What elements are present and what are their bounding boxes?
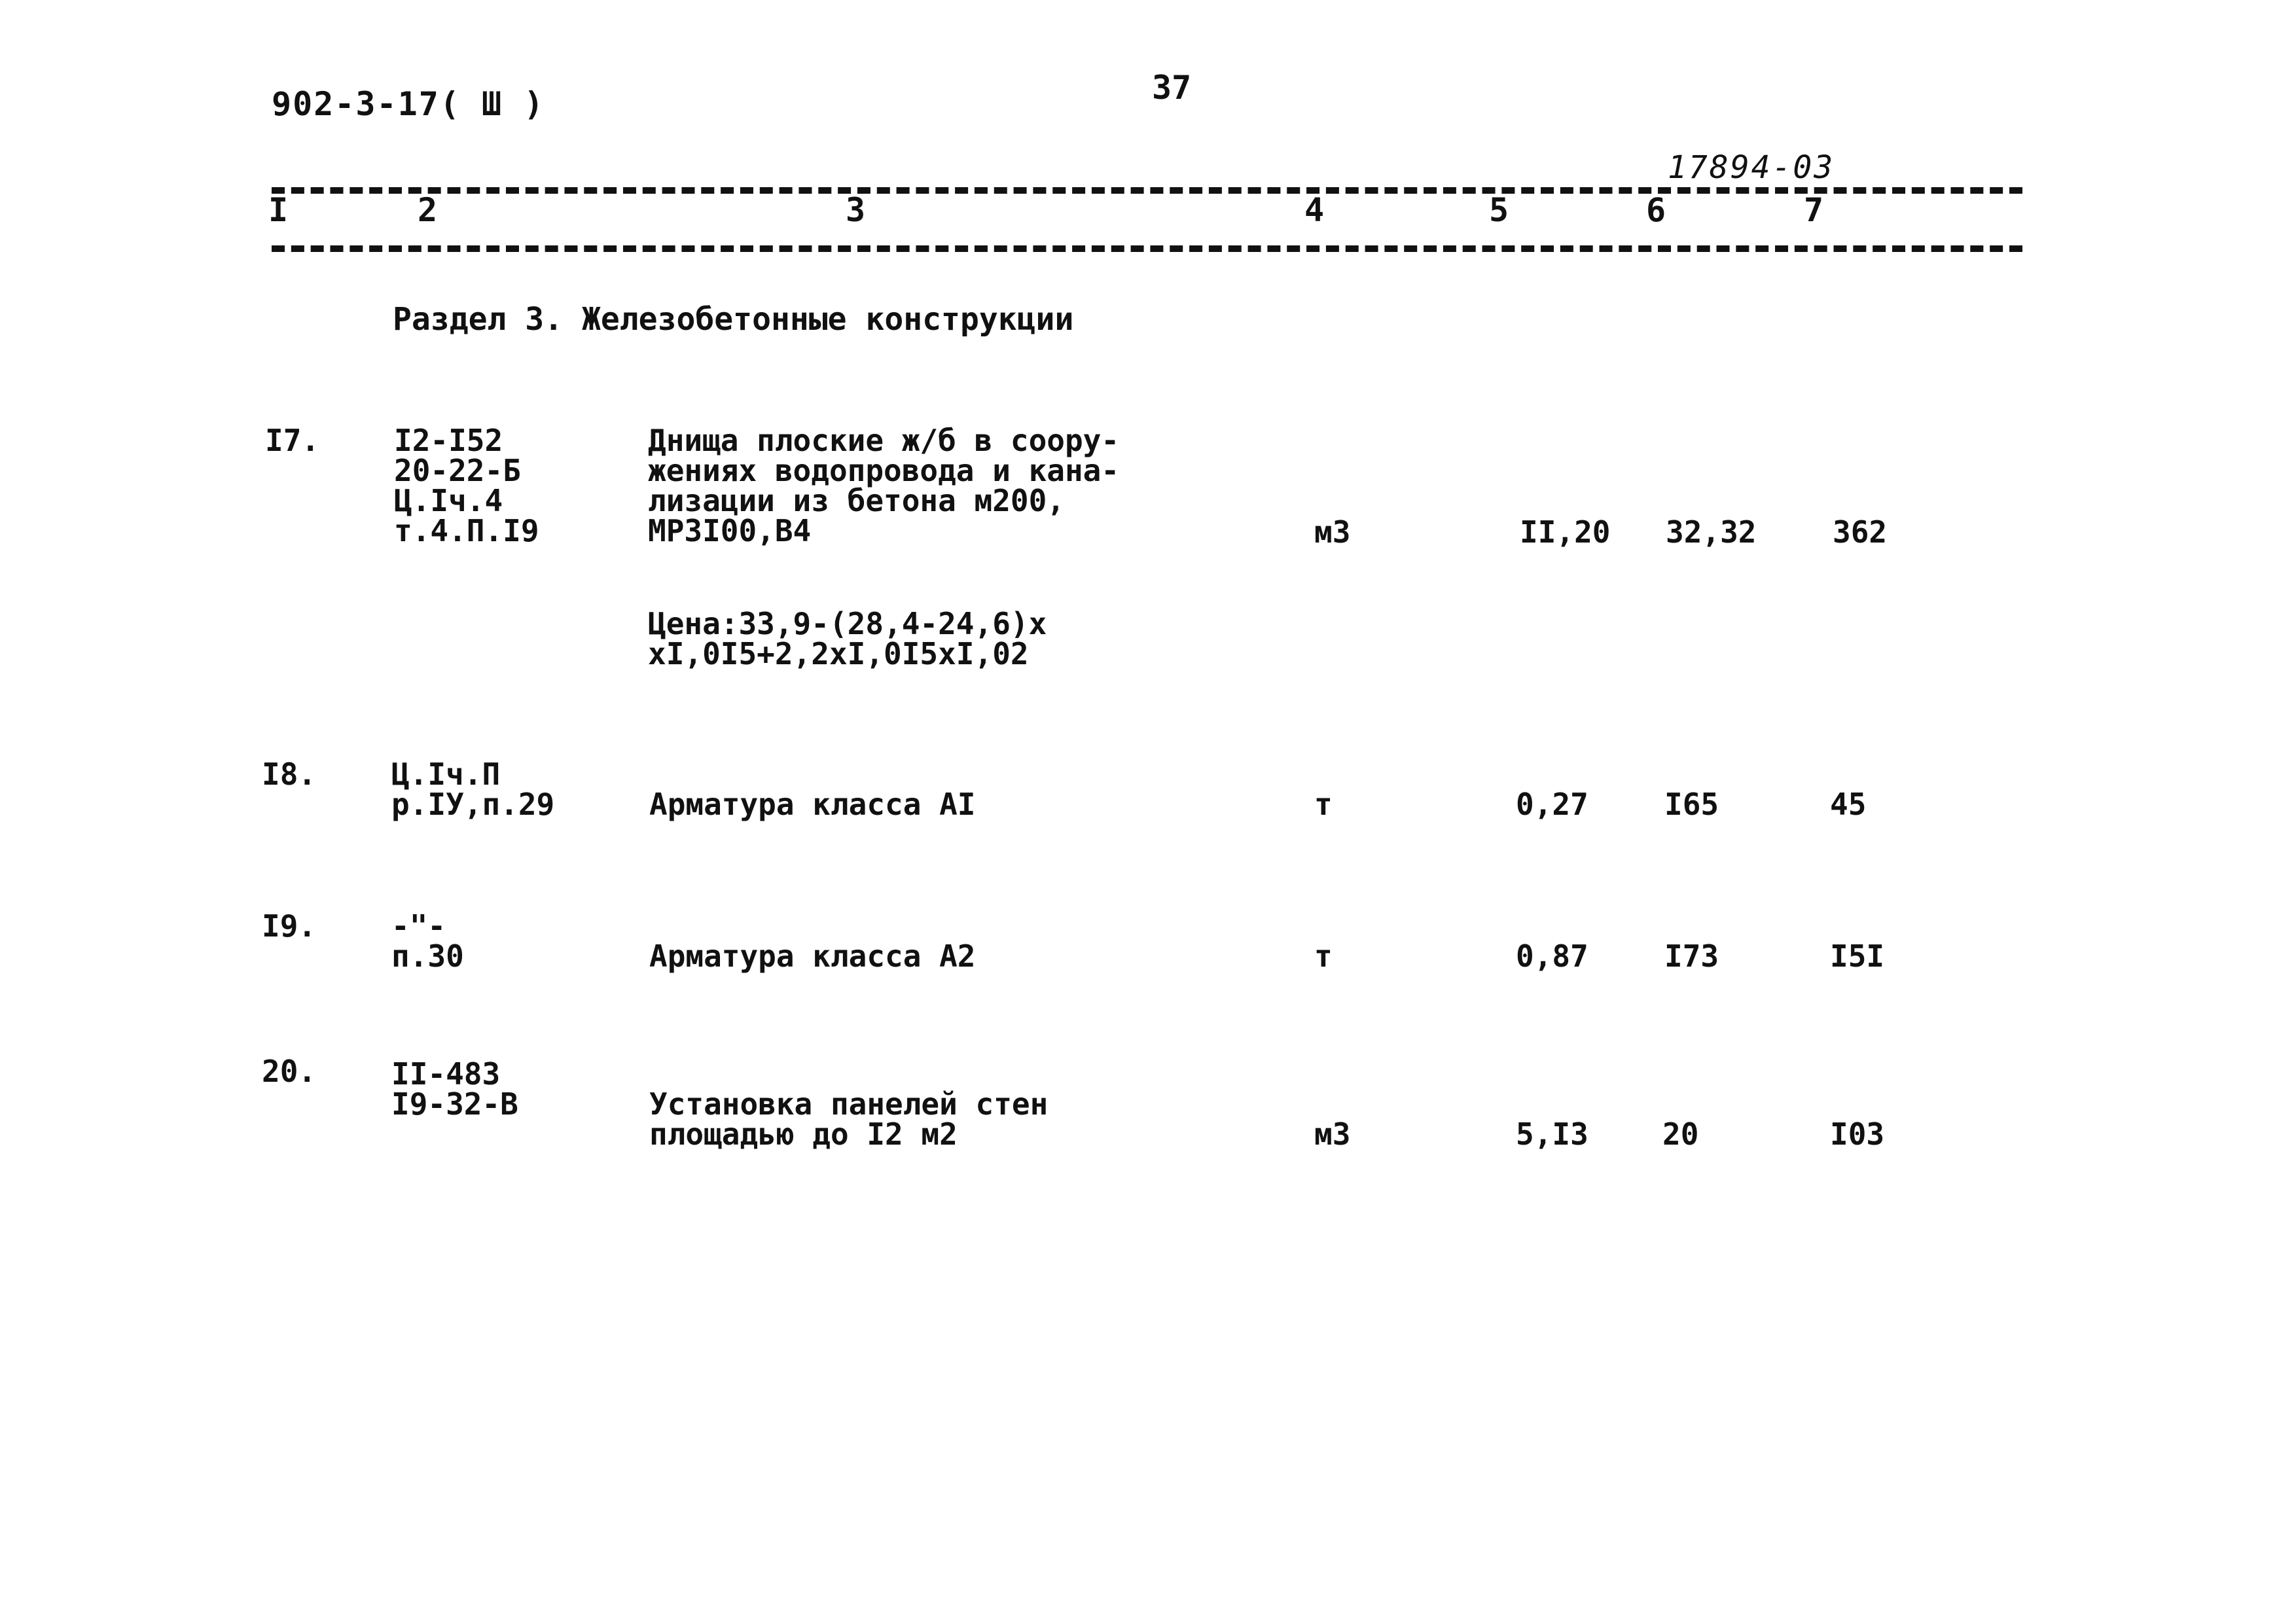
row-total: I5I bbox=[1830, 938, 1885, 974]
row-unit: м3 bbox=[1314, 1116, 1351, 1152]
row-unit: т bbox=[1314, 938, 1333, 974]
row-price-note: Цена:33,9-(28,4-24,6)х хI,0I5+2,2хI,0I5хI,02 bbox=[648, 606, 1047, 671]
row-quantity: 0,27 bbox=[1516, 787, 1588, 822]
row-quantity: II,20 bbox=[1520, 514, 1611, 550]
row-unit-price: 20 bbox=[1662, 1116, 1699, 1152]
row-description: Арматура класса АI bbox=[649, 787, 976, 822]
row-number: I8. bbox=[262, 757, 317, 792]
table-header-rule bbox=[272, 245, 2022, 252]
document-code: 902-3-17( Ш ) bbox=[272, 85, 545, 123]
row-unit: м3 bbox=[1314, 514, 1351, 550]
row-reference: II-483 I9-32-В bbox=[391, 1056, 518, 1122]
column-header-7: 7 bbox=[1804, 191, 1824, 229]
row-number: I7. bbox=[265, 423, 320, 458]
row-total: I03 bbox=[1830, 1116, 1885, 1152]
row-total: 45 bbox=[1830, 787, 1867, 822]
column-header-2: 2 bbox=[418, 191, 438, 229]
row-unit-price: I65 bbox=[1664, 787, 1719, 822]
handwritten-reference: 17894-03 bbox=[1668, 149, 1835, 186]
row-description: Арматура класса А2 bbox=[649, 938, 976, 974]
row-reference: -"- п.30 bbox=[391, 908, 464, 974]
column-header-5: 5 bbox=[1489, 191, 1509, 229]
column-header-3: 3 bbox=[846, 191, 866, 229]
row-total: 362 bbox=[1833, 514, 1888, 550]
row-quantity: 0,87 bbox=[1516, 938, 1588, 974]
row-reference: I2-I52 20-22-Б Ц.Iч.4 т.4.П.I9 bbox=[394, 423, 539, 548]
column-header-4: 4 bbox=[1304, 191, 1325, 229]
row-reference: Ц.Iч.П р.IУ,п.29 bbox=[391, 757, 555, 822]
page-number: 37 bbox=[1152, 69, 1192, 107]
row-unit: т bbox=[1314, 787, 1333, 822]
row-description: Установка панелей стен площадью до I2 м2 bbox=[649, 1086, 1049, 1152]
row-quantity: 5,I3 bbox=[1516, 1116, 1588, 1152]
row-number: 20. bbox=[262, 1054, 317, 1089]
column-header-6: 6 bbox=[1646, 191, 1666, 229]
row-description: Днища плоские ж/б в соору- жениях водопровода и кана- лизации из бетона м200, МР3I00,В4 bbox=[648, 423, 1120, 548]
row-unit-price: 32,32 bbox=[1666, 514, 1757, 550]
section-title: Раздел 3. Железобетонные конструкции bbox=[393, 301, 1074, 338]
column-header-1: I bbox=[268, 191, 289, 229]
row-number: I9. bbox=[262, 908, 317, 944]
row-unit-price: I73 bbox=[1664, 938, 1719, 974]
table-top-rule bbox=[272, 187, 2022, 194]
